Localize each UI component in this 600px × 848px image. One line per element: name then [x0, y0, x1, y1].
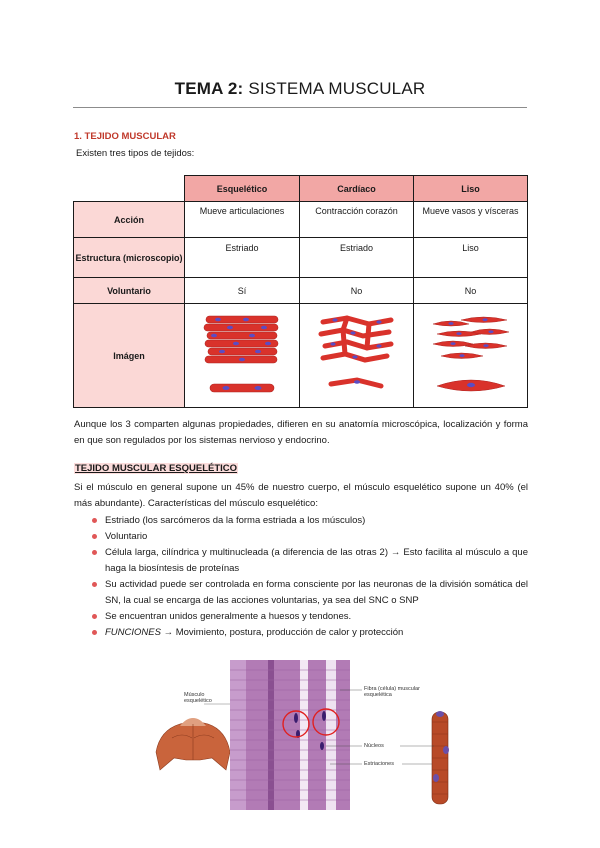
- list-item: Estriado (los sarcómeros da la forma estriada a los músculos): [92, 513, 528, 529]
- row-header-accion: Acción: [74, 202, 185, 238]
- row-header-voluntario: Voluntario: [74, 278, 185, 304]
- title-bold: TEMA 2:: [174, 79, 244, 98]
- list-item: Voluntario: [92, 529, 528, 545]
- row-header-estructura: Estructura (microscopio): [74, 238, 185, 278]
- page-title: [0, 79, 600, 99]
- section-intro: Existen tres tipos de tejidos:: [76, 148, 195, 159]
- torso-illustration: [156, 718, 230, 770]
- column-header-liso: Liso: [414, 176, 528, 202]
- table-row: [74, 304, 528, 408]
- table-cell: Estriado: [300, 238, 414, 278]
- list-item: Se encuentran unidos generalmente a huesos y tendones.: [92, 609, 528, 625]
- table-cell: Mueve vasos y vísceras: [414, 202, 528, 238]
- column-header-cardiaco: Cardíaco: [300, 176, 414, 202]
- section-heading-text: TEJIDO MUSCULAR ESQUELÉTICO: [75, 463, 238, 474]
- row-header-imagen: Imágen: [74, 304, 185, 408]
- table-cell: Estriado: [185, 238, 300, 278]
- image-cell-esqueletico: [185, 304, 300, 408]
- column-header-esqueletico: Esquelético: [185, 176, 300, 202]
- table-cell: Contracción corazón: [300, 202, 414, 238]
- table-header-row: [74, 176, 528, 202]
- funciones-text: → Movimiento, postura, producción de calor y protección: [160, 627, 404, 638]
- section-heading-tejido-muscular: 1. TEJIDO MUSCULAR: [74, 131, 176, 142]
- label-fibra: Fibra (célula) muscular esquelética: [364, 686, 420, 698]
- table-cell: Mueve articulaciones: [185, 202, 300, 238]
- section-heading-esqueletico: [74, 463, 238, 474]
- label-estriaciones: Estriaciones: [364, 761, 394, 767]
- list-item: Su actividad puede ser controlada en forma consciente por las neuronas de la división somática del SN, la cual se encarga de las acciones voluntarias, ya sea del SNC o SNP: [92, 577, 528, 609]
- title-divider: [73, 107, 527, 108]
- skeletal-muscle-figure: [150, 660, 470, 810]
- table-row: [74, 238, 528, 278]
- table-cell: Sí: [185, 278, 300, 304]
- image-cell-cardiaco: [300, 304, 414, 408]
- skeletal-muscle-diagram: [150, 660, 470, 810]
- table-row: [74, 202, 528, 238]
- list-item-funciones: [92, 625, 528, 641]
- smooth-muscle-illustration: [431, 314, 511, 398]
- image-cell-liso: [414, 304, 528, 408]
- label-nucleos: Núcleos: [364, 743, 384, 749]
- paragraph-skeletal-intro: Si el músculo en general supone un 45% de nuestro cuerpo, el músculo esquelético supone un 40% (el más abundante). Características del músculo esquelético:: [74, 482, 528, 509]
- table-cell: Liso: [414, 238, 528, 278]
- tissue-comparison-table: [73, 175, 528, 408]
- list-item: Célula larga, cilíndrica y multinucleada (a diferencia de las otras 2) → Esto facilita al músculo a que haga la biosíntesis de proteínas: [92, 545, 528, 577]
- skeletal-muscle-illustration: [202, 314, 282, 398]
- table-row: [74, 278, 528, 304]
- characteristics-list: [92, 513, 528, 641]
- title-rest: SISTEMA MUSCULAR: [243, 79, 426, 98]
- table-cell: No: [414, 278, 528, 304]
- cardiac-muscle-illustration: [317, 314, 397, 398]
- micrograph-panel: [230, 660, 350, 810]
- paragraph-comparison: Aunque los 3 comparten algunas propiedades, difieren en su anatomía microscópica, localización y forma en que son regulados por los sistemas nervioso y endocrino.: [74, 419, 528, 446]
- table-corner: [74, 176, 185, 202]
- table-cell: No: [300, 278, 414, 304]
- label-musculo-esqueletico: Músculo esquelético: [184, 692, 212, 704]
- funciones-label: FUNCIONES: [105, 627, 161, 638]
- single-fiber-illustration: [432, 711, 449, 804]
